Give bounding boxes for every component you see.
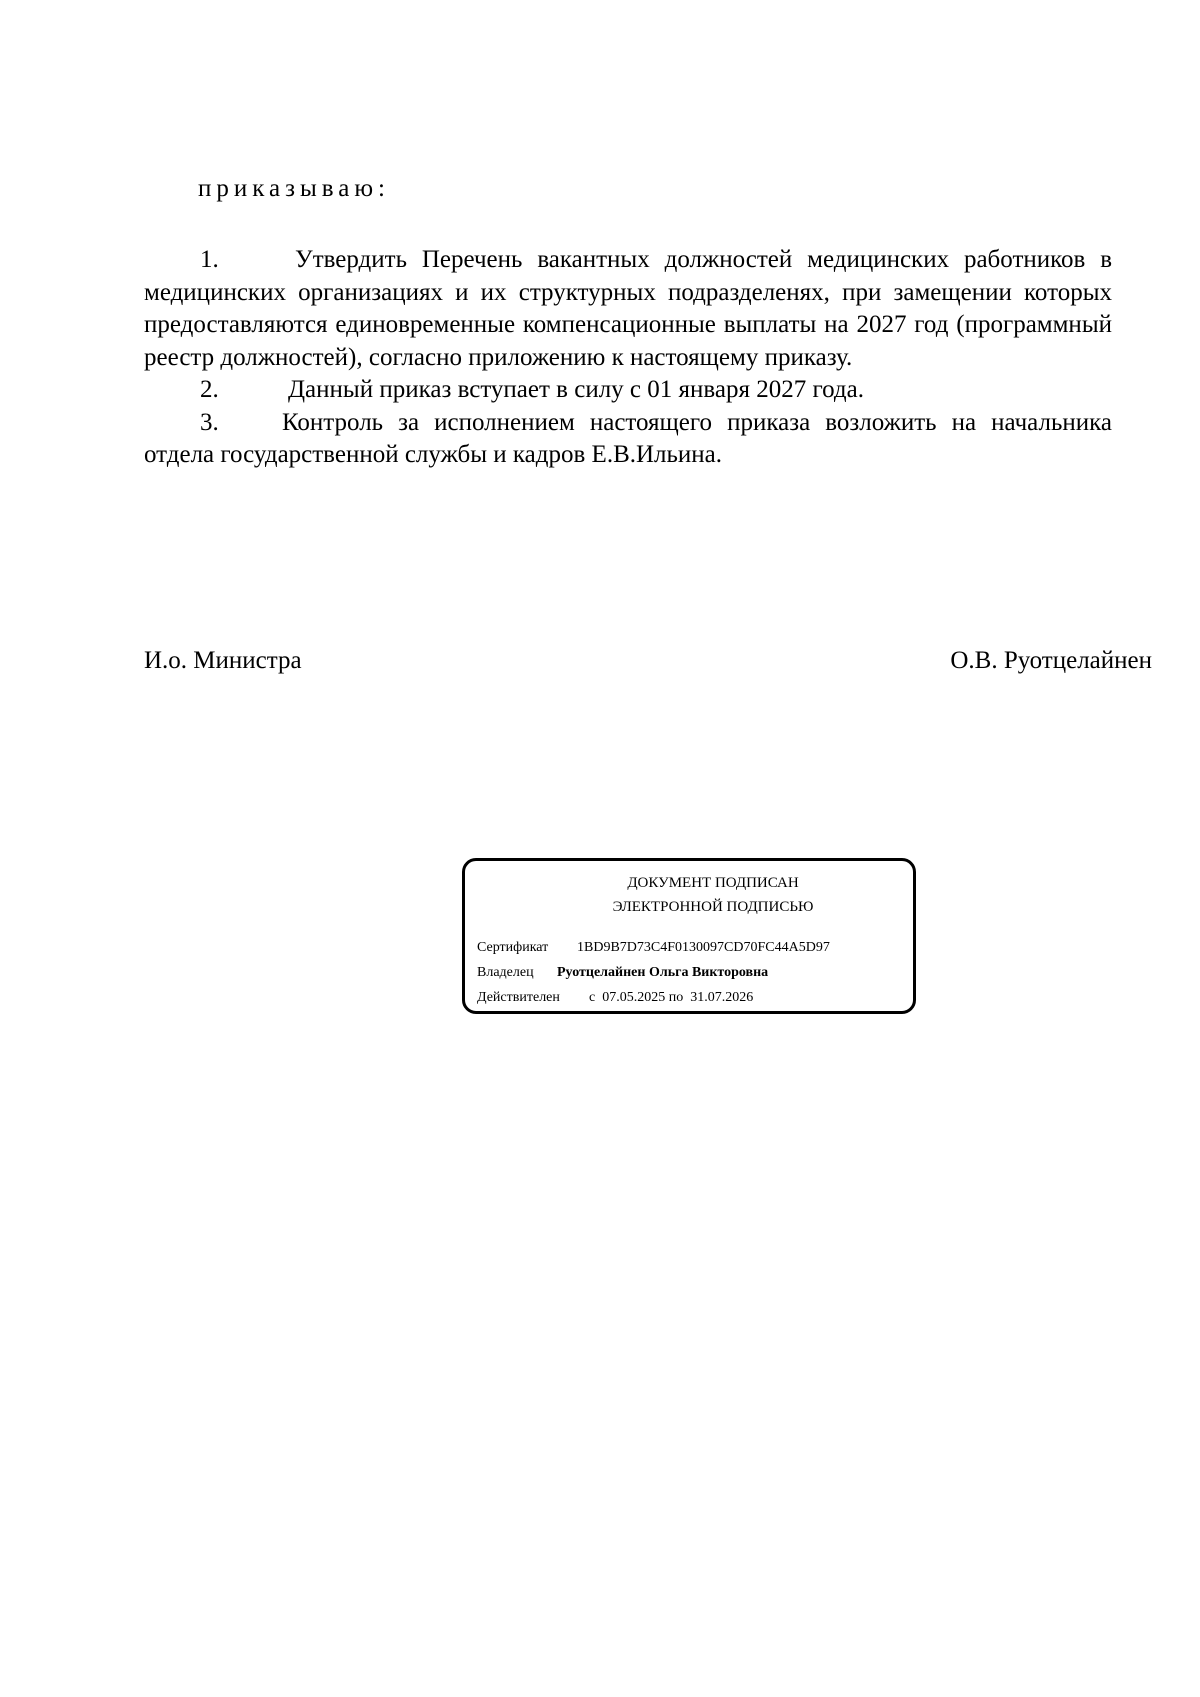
owner-label: Владелец xyxy=(477,965,534,980)
certificate-value: 1BD9B7D73C4F0130097CD70FC44A5D97 xyxy=(577,940,830,955)
certificate-label: Сертификат xyxy=(477,940,549,955)
signatory-name: О.В. Руотцелайнен xyxy=(950,647,1152,674)
stamp-certificate-row xyxy=(477,939,830,957)
validity-label: Действителен xyxy=(477,990,560,1005)
validity-value: с 07.05.2025 по 31.07.2026 xyxy=(589,990,754,1005)
signatory-position: И.о. Министра xyxy=(144,647,302,674)
item-number: 3. xyxy=(200,408,219,436)
owner-value: Руотцелайнен Ольга Викторовна xyxy=(557,965,769,980)
item-text: Утвердить Перечень вакантных должностей медицинских работников в медицинских организациях и их структурных подразделенях, при замещении которых предоставляются единовременные компенсационные выплаты на 2027 год (программный реестр должностей), согласно приложению к настоящему приказу. xyxy=(144,246,1112,371)
item-number: 1. xyxy=(200,246,219,273)
stamp-title-line-2: ЭЛЕКТРОННОЙ ПОДПИСЬЮ xyxy=(612,899,814,915)
order-body xyxy=(144,244,1112,472)
stamp-owner-row xyxy=(477,964,768,982)
order-heading: приказываю: xyxy=(198,175,390,202)
order-item-1 xyxy=(144,244,1112,374)
stamp-validity-row xyxy=(477,989,753,1007)
stamp-title xyxy=(489,871,937,919)
item-text: Данный приказ вступает в силу с 01 января 2027 года. xyxy=(288,376,864,403)
electronic-signature-stamp xyxy=(462,858,916,1014)
item-number: 2. xyxy=(200,376,219,403)
item-text: Контроль за исполнением настоящего приказа возложить на начальника отдела государственной службы и кадров Е.В.Ильина. xyxy=(144,408,1112,468)
stamp-title-line-1: ДОКУМЕНТ ПОДПИСАН xyxy=(627,875,799,891)
order-item-3 xyxy=(144,407,1112,472)
order-item-2 xyxy=(144,374,1112,407)
